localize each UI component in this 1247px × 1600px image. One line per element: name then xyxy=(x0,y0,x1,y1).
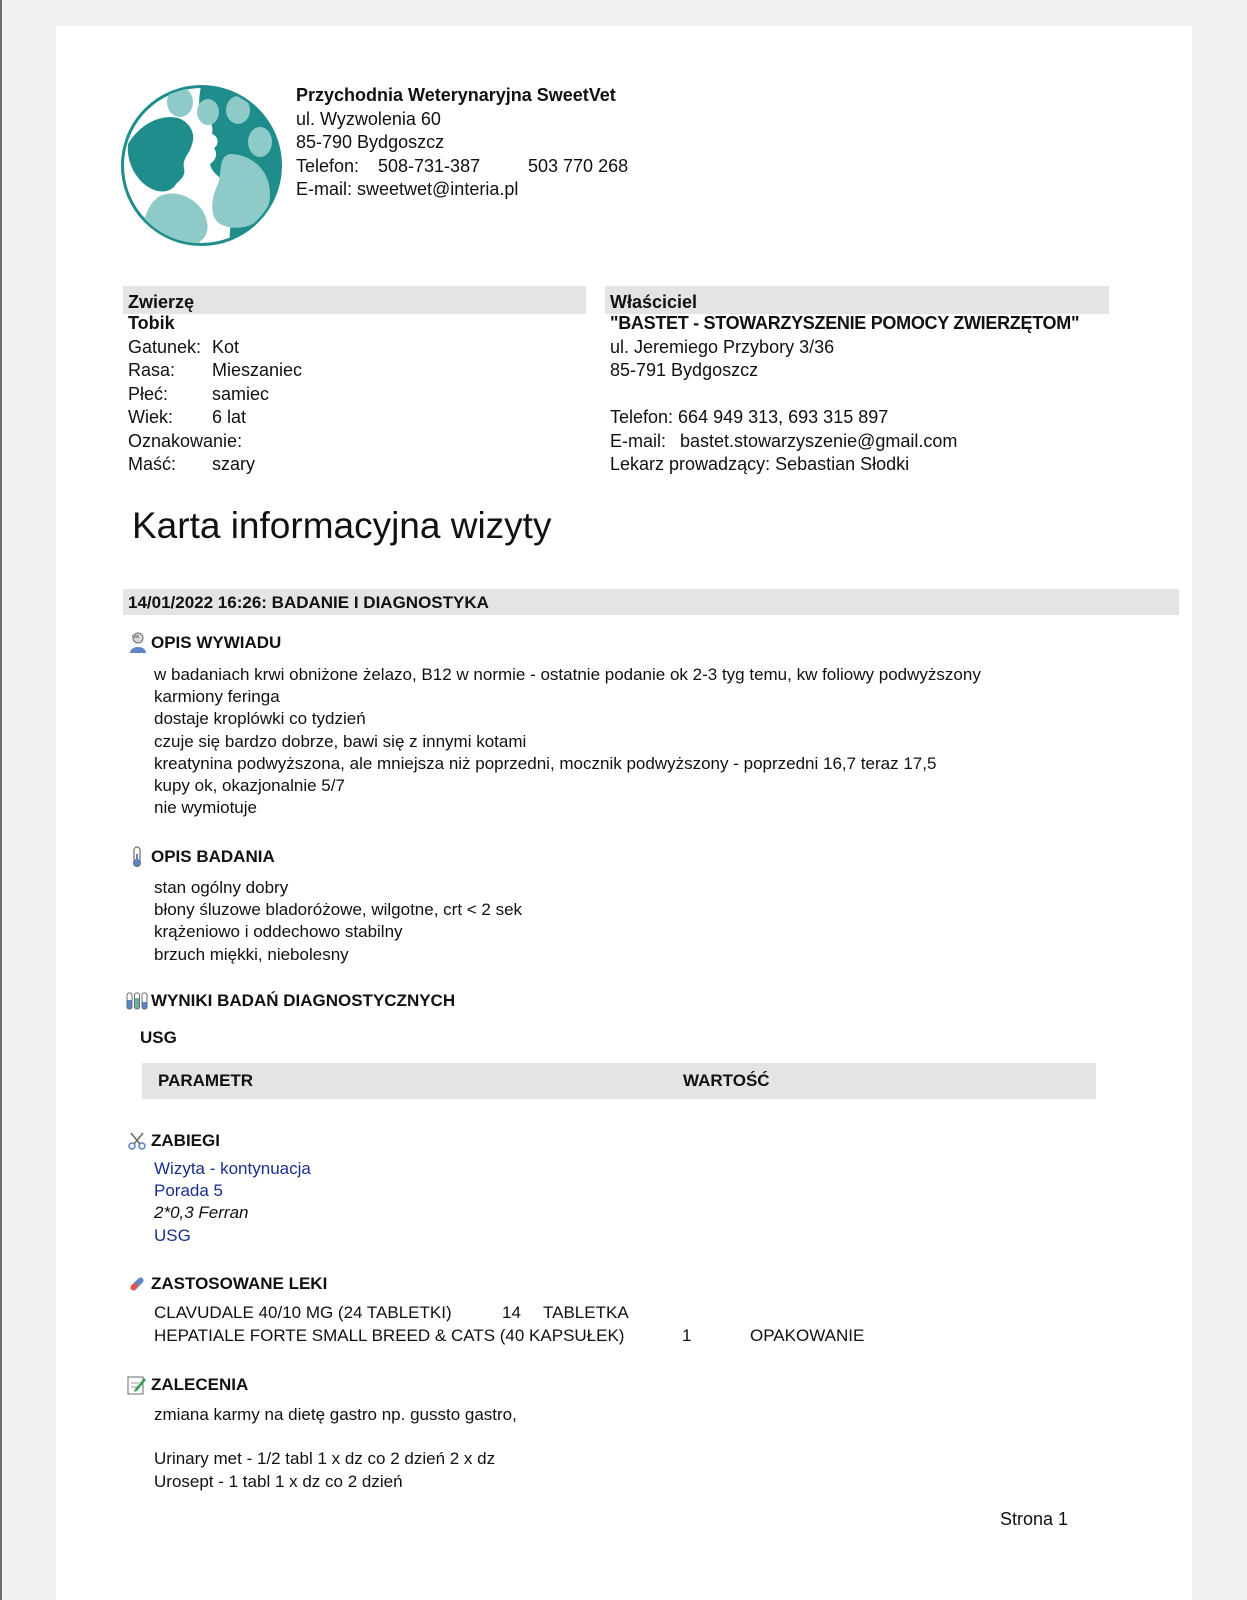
recommendation-line: zmiana karmy na dietę gastro np. gussto gastro, xyxy=(154,1405,517,1424)
document-page xyxy=(56,26,1192,1600)
field-value: Mieszaniec xyxy=(212,360,303,380)
scissors-icon xyxy=(126,1130,148,1152)
clinic-city: 85-790 Bydgoszcz xyxy=(296,132,445,152)
field-label: Wiek: xyxy=(128,407,173,427)
exam-line: krążeniowo i oddechowo stabilny xyxy=(154,922,403,942)
medication-row xyxy=(154,1302,954,1325)
interview-line: kreatynina podwyższona, ale mniejsza niż poprzedni, mocznik podwyższony - poprzedni 16,7 teraz 17,5 xyxy=(154,753,937,773)
procedure-item: Wizyta - kontynuacja xyxy=(154,1159,311,1178)
clinic-name: Przychodnia Weterynaryjna SweetVet xyxy=(296,85,616,105)
clinic-phone-2: 503 770 268 xyxy=(528,155,629,176)
animal-field xyxy=(128,336,302,360)
clinic-phone-row xyxy=(296,155,628,179)
results-title-text: WYNIKI BADAŃ DIAGNOSTYCZNYCH xyxy=(151,991,456,1010)
field-label: Gatunek: xyxy=(128,336,202,357)
interview-title-text: OPIS WYWIADU xyxy=(151,633,282,652)
results-section-title xyxy=(126,990,455,1012)
note-pencil-icon xyxy=(126,1374,148,1396)
exam-type-label: USG xyxy=(140,1028,177,1047)
medications-title-text: ZASTOSOWANE LEKI xyxy=(151,1274,328,1293)
field-value: 6 lat xyxy=(212,407,247,427)
animal-field xyxy=(128,406,302,430)
medication-unit: TABLETKA xyxy=(543,1303,629,1322)
field-value: szary xyxy=(212,454,256,474)
recommendation-line: Urosept - 1 tabl 1 x dz co 2 dzień xyxy=(154,1471,403,1491)
exam-section-title xyxy=(126,846,275,868)
owner-email: bastet.stowarzyszenie@gmail.com xyxy=(680,430,958,451)
results-table-header xyxy=(142,1063,1096,1099)
test-tubes-icon xyxy=(126,990,148,1012)
field-label: Maść: xyxy=(128,454,177,474)
animal-info xyxy=(128,312,302,477)
exam-line: błony śluzowe bladoróżowe, wilgotne, crt < 2 sek xyxy=(154,900,523,920)
procedure-item: 2*0,3 Ferran xyxy=(154,1203,249,1223)
field-value: samiec xyxy=(212,383,270,404)
person-icon xyxy=(126,632,148,654)
animal-name: Tobik xyxy=(128,313,175,333)
medications-section-title xyxy=(126,1273,327,1295)
owner-doctor: Lekarz prowadzący: Sebastian Słodki xyxy=(610,454,910,474)
animal-field xyxy=(128,359,302,383)
interview-line: kupy ok, okazjonalnie 5/7 xyxy=(154,776,345,796)
interview-line: karmiony feringa xyxy=(154,687,280,707)
exam-title-text: OPIS BADANIA xyxy=(151,847,275,866)
exam-line: brzuch miękki, niebolesny xyxy=(154,944,349,964)
clinic-logo xyxy=(120,84,283,247)
field-label: Rasa: xyxy=(128,360,176,380)
procedure-item: Porada 5 xyxy=(154,1181,223,1201)
interview-line: nie wymiotuje xyxy=(154,798,257,818)
clinic-header xyxy=(296,84,628,202)
interview-text xyxy=(154,664,981,819)
owner-street: ul. Jeremiego Przybory 3/36 xyxy=(610,336,835,357)
medication-name: HEPATIALE FORTE SMALL BREED & CATS (40 KAPSUŁEK) xyxy=(154,1325,625,1345)
column-header-parameter: PARAMETR xyxy=(158,1071,254,1090)
animal-field xyxy=(128,453,302,477)
field-label: Oznakowanie: xyxy=(128,430,243,451)
pill-icon xyxy=(126,1273,148,1295)
clinic-phone-1: 508-731-387 xyxy=(378,155,481,176)
recommendation-spacer xyxy=(154,1426,517,1448)
medication-name: CLAVUDALE 40/10 MG (24 TABLETKI) xyxy=(154,1303,452,1322)
clinic-phone-label: Telefon: xyxy=(296,155,360,176)
owner-email-label: E-mail: xyxy=(610,430,667,451)
procedures-list xyxy=(154,1158,311,1247)
owner-section-header: Właściciel xyxy=(605,286,1109,314)
field-value: Kot xyxy=(212,336,240,357)
clinic-street: ul. Wyzwolenia 60 xyxy=(296,108,441,129)
owner-spacer xyxy=(610,383,1079,407)
interview-line: czuje się bardzo dobrze, bawi się z innymi kotami xyxy=(154,731,527,751)
recommendation-line: Urinary met - 1/2 tabl 1 x dz co 2 dzień 2 x dz xyxy=(154,1449,496,1469)
animal-field xyxy=(128,430,302,454)
procedures-section-title xyxy=(126,1130,220,1152)
medication-row xyxy=(154,1325,954,1348)
recommendations-title-text: ZALECENIA xyxy=(151,1375,249,1394)
document-title: Karta informacyjna wizyty xyxy=(132,505,552,546)
procedure-item: USG xyxy=(154,1225,191,1245)
medications-list xyxy=(154,1302,954,1347)
thermometer-icon xyxy=(126,846,148,868)
owner-phone: Telefon: 664 949 313, 693 315 897 xyxy=(610,407,889,427)
owner-city: 85-791 Bydgoszcz xyxy=(610,360,759,380)
recommendations-text xyxy=(154,1404,517,1493)
visit-header: 14/01/2022 16:26: BADANIE I DIAGNOSTYKA xyxy=(123,589,1179,615)
animal-field xyxy=(128,383,302,407)
medication-quantity: 1 xyxy=(682,1325,692,1345)
column-header-value: WARTOŚĆ xyxy=(683,1071,770,1090)
window-edge xyxy=(0,0,2,1600)
clinic-email: E-mail: sweetwet@interia.pl xyxy=(296,179,519,199)
page-number: Strona 1 xyxy=(1000,1509,1069,1529)
field-label: Płeć: xyxy=(128,383,169,404)
interview-line: dostaje kroplówki co tydzień xyxy=(154,709,366,729)
medication-quantity: 14 xyxy=(502,1303,521,1322)
owner-info xyxy=(610,312,1079,477)
interview-section-title xyxy=(126,632,281,654)
interview-line: w badaniach krwi obniżone żelazo, B12 w normie - ostatnie podanie ok 2-3 tyg temu, kw foliowy podwyższony xyxy=(154,665,981,684)
procedures-title-text: ZABIEGI xyxy=(151,1131,220,1150)
animal-section-header: Zwierzę xyxy=(123,286,586,314)
recommendations-section-title xyxy=(126,1374,248,1396)
exam-line: stan ogólny dobry xyxy=(154,878,289,897)
owner-email-row xyxy=(610,430,1079,454)
medication-unit: OPAKOWANIE xyxy=(750,1325,865,1345)
exam-text xyxy=(154,877,522,966)
owner-name: "BASTET - STOWARZYSZENIE POMOCY ZWIERZĘTOM" xyxy=(610,313,1080,333)
